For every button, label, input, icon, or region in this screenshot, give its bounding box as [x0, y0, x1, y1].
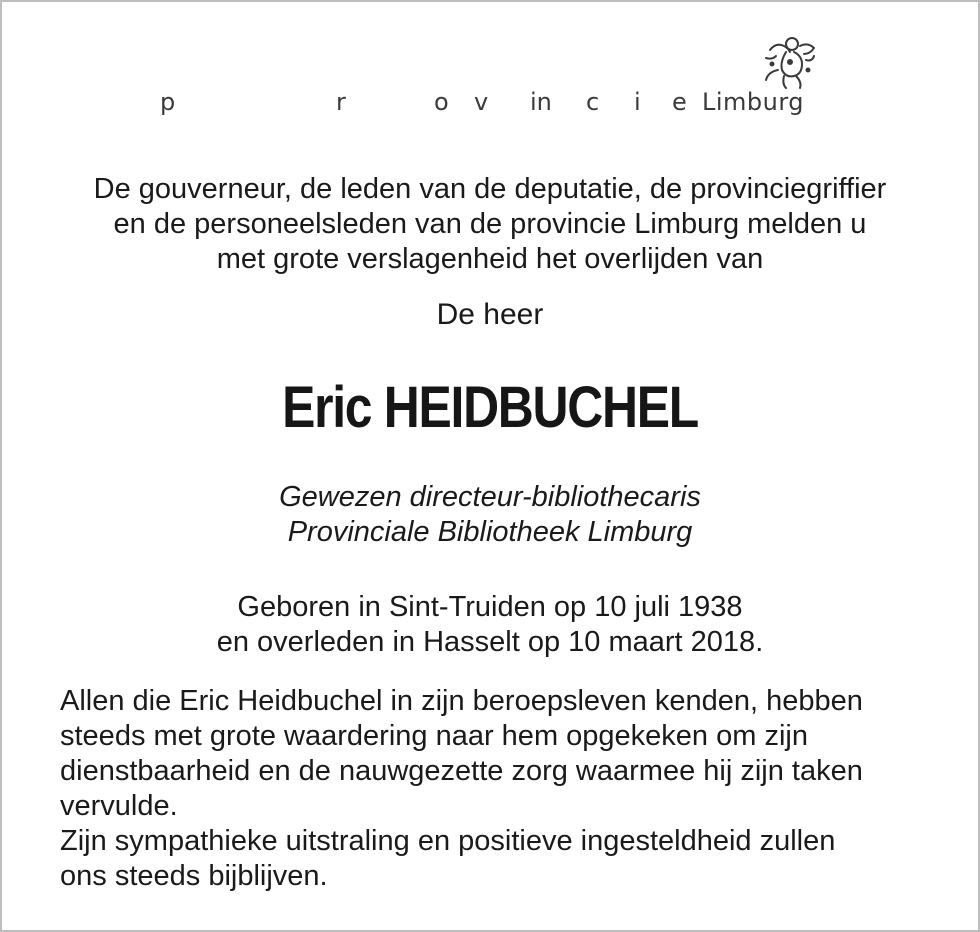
intro-text: [0, 172, 980, 277]
salutation: De heer: [436, 298, 544, 331]
role-line: Provinciale Bibliotheek Limburg: [287, 516, 693, 548]
tribute-text: [60, 684, 940, 894]
birth-line: Geboren in Sint-Truiden op 10 juli 1938: [237, 591, 743, 623]
tribute-line: Allen die Eric Heidbuchel in zijn beroepsleven kenden, hebben: [60, 685, 863, 717]
wordmark-letter: i: [634, 88, 641, 116]
wordmark-letter: r: [336, 88, 346, 116]
wordmark-letter: o: [434, 88, 449, 116]
tribute-line: Zijn sympathieke uitstraling en positieve ingesteldheid zullen: [60, 825, 836, 857]
intro-line: De gouverneur, de leden van de deputatie, de provinciegriffier: [93, 173, 887, 205]
death-line: en overleden in Hasselt op 10 maart 2018.: [216, 626, 764, 658]
wordmark-letter: c: [586, 88, 600, 116]
wordmark-letter: p: [160, 88, 176, 116]
logo-wordmark: [160, 88, 840, 128]
intro-line: en de personeelsleden van de provincie Limburg melden u: [113, 208, 867, 240]
tribute-line: dienstbaarheid en de nauwgezette zorg waarmee hij zijn taken: [60, 755, 863, 787]
wordmark-letter: v: [474, 88, 489, 116]
wordmark-word: Limburg: [702, 88, 805, 116]
role-line: Gewezen directeur-bibliothecaris: [279, 481, 701, 513]
tribute-line: steeds met grote waardering naar hem opgekeken om zijn: [60, 720, 808, 752]
provincie-limburg-figure-icon: [756, 34, 822, 90]
intro-line: met grote verslagenheid het overlijden van: [216, 243, 764, 275]
role-description: [0, 480, 980, 550]
wordmark-letter: e: [672, 88, 687, 116]
wordmark-letter: in: [530, 88, 552, 116]
tribute-line: vervulde.: [60, 790, 178, 822]
tribute-line: ons steeds bijblijven.: [60, 860, 328, 892]
deceased-name: Eric HEIDBUCHEL: [282, 375, 698, 440]
life-dates: [0, 590, 980, 660]
